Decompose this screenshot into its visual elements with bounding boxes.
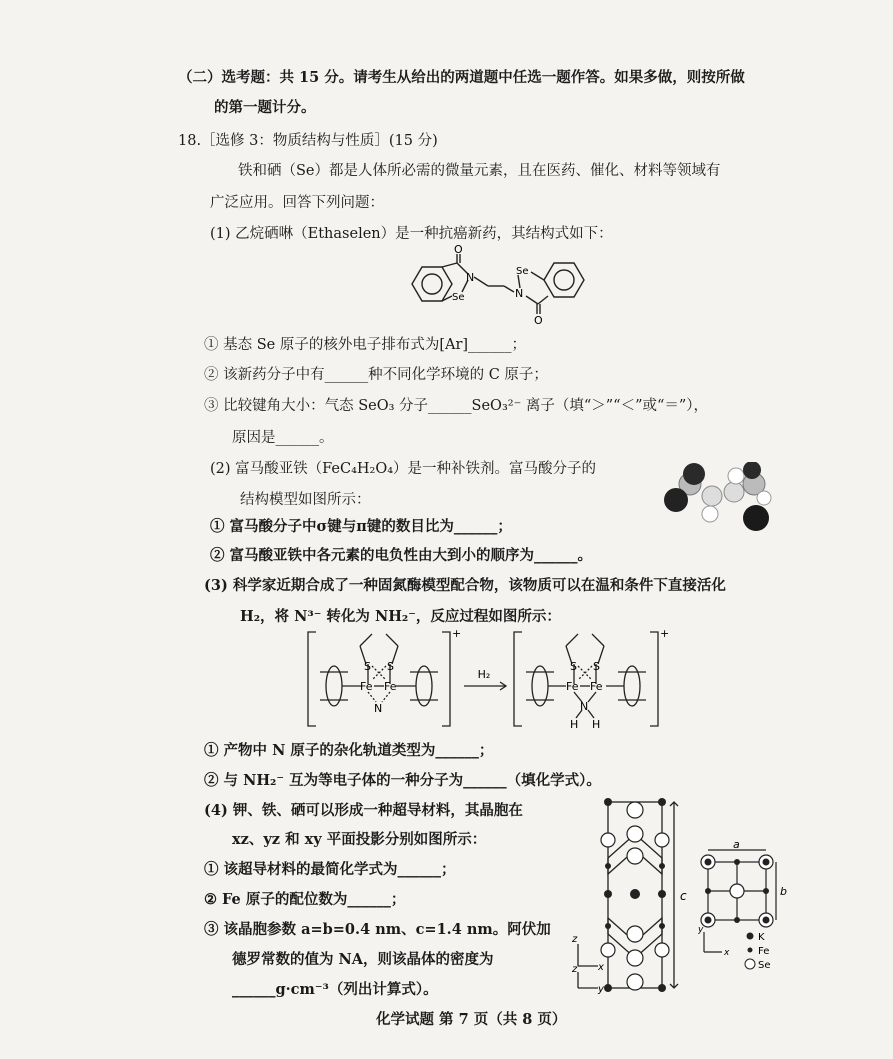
axis-y: y: [698, 925, 704, 935]
axis-y: y: [598, 984, 604, 995]
legend-se-label: Se: [758, 960, 771, 971]
atom-label-s: S: [387, 660, 394, 673]
bracket-left-open: [308, 632, 316, 726]
part3-q2: ② 与 NH₂⁻ 互为等电子体的一种分子为______（填化学式）。: [204, 772, 601, 789]
part2-q1: ① 富马酸分子中σ键与π键的数目比为______；: [210, 518, 512, 535]
bracket-left-close: [442, 632, 450, 726]
atom-label-h: H: [570, 718, 579, 731]
question-intro-line2: 广泛应用。回答下列问题：: [210, 195, 384, 211]
reaction-scheme: [300, 628, 680, 732]
part2-title-line2: 结构模型如图所示：: [240, 492, 371, 508]
reagent-label: H₂: [477, 668, 491, 681]
part4-q1: ① 该超导材料的最简化学式为______；: [204, 861, 456, 878]
part4-q3: ③ 该晶胞参数 a=b=0.4 nm、c=1.4 nm。阿伏加: [204, 921, 551, 938]
ethaselen-structure: [400, 244, 590, 326]
legend-k-label: K: [758, 932, 765, 943]
atom-label-fe: Fe: [360, 680, 373, 693]
question-intro-line1: 铁和硒（Se）都是人体所必需的微量元素，且在医药、催化、材料等领域有: [238, 163, 721, 179]
oxygen-ball: [664, 488, 688, 512]
bracket-right-close: [650, 632, 658, 726]
part4-q3-line3: ______g·cm⁻³（列出计算式）。: [232, 981, 438, 998]
axis-z: z: [572, 964, 578, 975]
oxygen-ball: [743, 505, 769, 531]
part3-title-line2: H₂，将 N³⁻ 转化为 NH₂⁻，反应过程如图所示：: [240, 608, 561, 625]
part2-q2: ② 富马酸亚铁中各元素的电负性由大到小的顺序为______。: [210, 547, 593, 564]
left-benzene-ring: [412, 267, 452, 301]
atom-label-n-left: N: [466, 271, 475, 284]
part3-title: (3) 科学家近期合成了一种固氮酶模型配合物，该物质可以在温和条件下直接活化: [204, 577, 726, 594]
charge-right: +: [660, 628, 670, 640]
oxygen-ball: [683, 463, 705, 485]
axis-z: z: [572, 934, 578, 945]
part4-q3-line2: 德罗常数的值为 NA，则该晶体的密度为: [232, 951, 494, 968]
label-b: b: [780, 885, 787, 898]
page-footer: 化学试题 第 7 页（共 8 页）: [376, 1011, 567, 1028]
label-c: c: [680, 889, 687, 903]
atom-label-fe: Fe: [566, 680, 579, 693]
atom-label-s: S: [364, 660, 371, 673]
axis-x: x: [598, 962, 604, 973]
atom-label-fe: Fe: [590, 680, 603, 693]
part1-q1: ① 基态 Se 原子的核外电子排布式为[Ar]______；: [204, 337, 527, 353]
axis-x: x: [724, 948, 730, 958]
label-a: a: [733, 840, 740, 851]
section-heading-line2: 的第一题计分。: [214, 99, 316, 116]
atom-label-h: H: [592, 718, 601, 731]
atom-label-o-left: O: [454, 244, 463, 256]
charge-left: +: [452, 628, 462, 640]
right-benzene-ring: [544, 263, 584, 297]
fumaric-acid-ball-model: [660, 462, 775, 544]
question-title: 18.［选修 3：物质结构与性质］(15 分): [178, 133, 438, 149]
part1-q2: ② 该新药分子中有______种不同化学环境的 C 原子；: [204, 367, 548, 383]
right-aromatic-circle: [554, 270, 574, 290]
atom-label-n-right: N: [515, 287, 524, 300]
section-heading-line1: （二）选考题：共 15 分。请考生从给出的两道题中任选一题作答。如果多做，则按所做: [178, 69, 745, 86]
unit-cell-xy-projection: [698, 840, 793, 980]
part4-title-line2: xz、yz 和 xy 平面投影分别如图所示：: [232, 831, 487, 848]
part1-title: (1) 乙烷硒啉（Ethaselen）是一种抗癌新药，其结构式如下：: [210, 226, 613, 242]
atom-label-s: S: [570, 660, 577, 673]
legend-fe-marker: [748, 948, 753, 953]
atom-label-s: S: [593, 660, 600, 673]
bracket-right-open: [514, 632, 522, 726]
part4-title: (4) 钾、铁、硒可以形成一种超导材料，其晶胞在: [204, 802, 523, 819]
unit-cell-xz-projection: [570, 796, 700, 996]
atom-label-n: N: [374, 702, 383, 715]
atom-label-o-right: O: [534, 314, 543, 326]
legend-k-marker: [747, 933, 754, 940]
part2-title: (2) 富马酸亚铁（FeC₄H₂O₄）是一种补铁剂。富马酸分子的: [210, 461, 597, 477]
part4-q2: ② Fe 原子的配位数为______；: [204, 891, 406, 908]
legend-fe-label: Fe: [758, 946, 770, 957]
part1-q3-reason: 原因是______。: [232, 430, 334, 446]
atom-label-fe: Fe: [384, 680, 397, 693]
left-aromatic-circle: [422, 274, 442, 294]
atom-label-se-left: Se: [452, 292, 465, 303]
atom-label-se-right: Se: [516, 266, 529, 277]
legend-se-marker: [745, 959, 755, 969]
part1-q3: ③ 比较键角大小：气态 SeO₃ 分子______SeO₃²⁻ 离子（填“＞”“＜”或“＝”），: [204, 398, 709, 414]
atom-label-n: N: [580, 700, 589, 713]
part3-q1: ① 产物中 N 原子的杂化轨道类型为______；: [204, 742, 494, 759]
